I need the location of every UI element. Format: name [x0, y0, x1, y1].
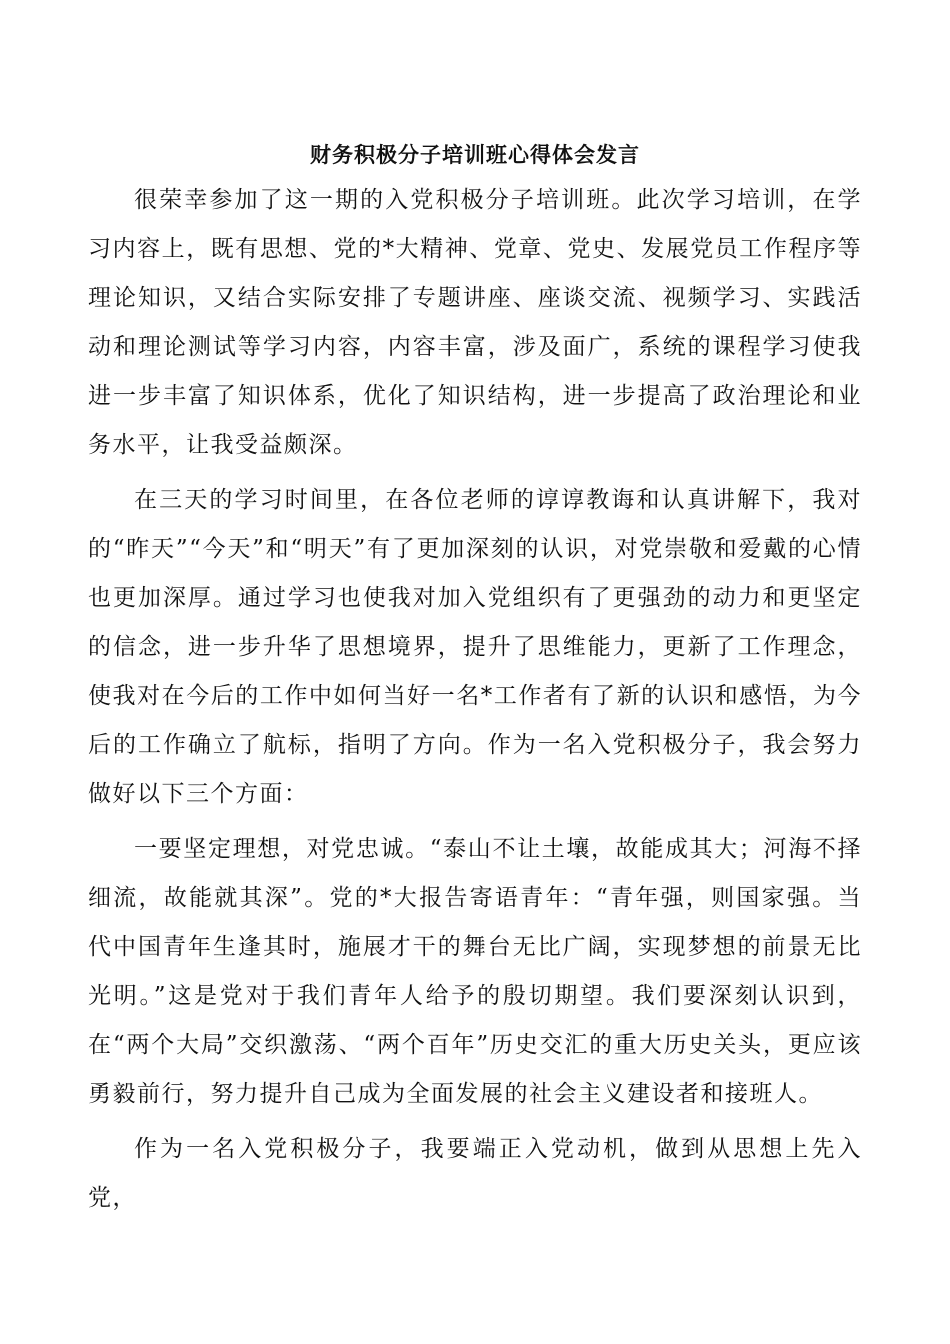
paragraph-2: 在三天的学习时间里，在各位老师的谆谆教诲和认真讲解下，我对的“昨天”“今天”和“明天”有了更加深刻的认识，对党崇敬和爱戴的心情也更加深厚。通过学习也使我对加入党组织有了更强劲的动力和更坚定的信念，进一步升华了思想境界，提升了思维能力，更新了工作理念，使我对在今后的工作中如何当好一名*工作者有了新的认识和感悟，为今后的工作确立了航标，指明了方向。作为一名入党积极分子，我会努力做好以下三个方面： — [88, 487, 862, 807]
document-page — [88, 140, 862, 1229]
paragraph-1: 很荣幸参加了这一期的入党积极分子培训班。此次学习培训，在学习内容上，既有思想、党的*大精神、党章、党史、发展党员工作程序等理论知识，又结合实际安排了专题讲座、座谈交流、视频学习、实践活动和理论测试等学习内容，内容丰富，涉及面广，系统的课程学习使我进一步丰富了知识体系，优化了知识结构，进一步提高了政治理论和业务水平，让我受益颇深。 — [88, 187, 862, 458]
paragraph-4: 作为一名入党积极分子，我要端正入党动机，做到从思想上先入党， — [88, 1136, 862, 1211]
paragraph-3: 一要坚定理想，对党忠诚。“泰山不让土壤，故能成其大；河海不择细流，故能就其深”。党的*大报告寄语青年：“青年强，则国家强。当代中国青年生逢其时，施展才干的舞台无比广阔，实现梦想的前景无比光明。”这是党对于我们青年人给予的殷切期望。我们要深刻认识到，在“两个大局”交织激荡、“两个百年”历史交汇的重大历史关头，更应该勇毅前行，努力提升自己成为全面发展的社会主义建设者和接班人。 — [88, 836, 862, 1107]
document-title: 财务积极分子培训班心得体会发言 — [310, 143, 640, 167]
